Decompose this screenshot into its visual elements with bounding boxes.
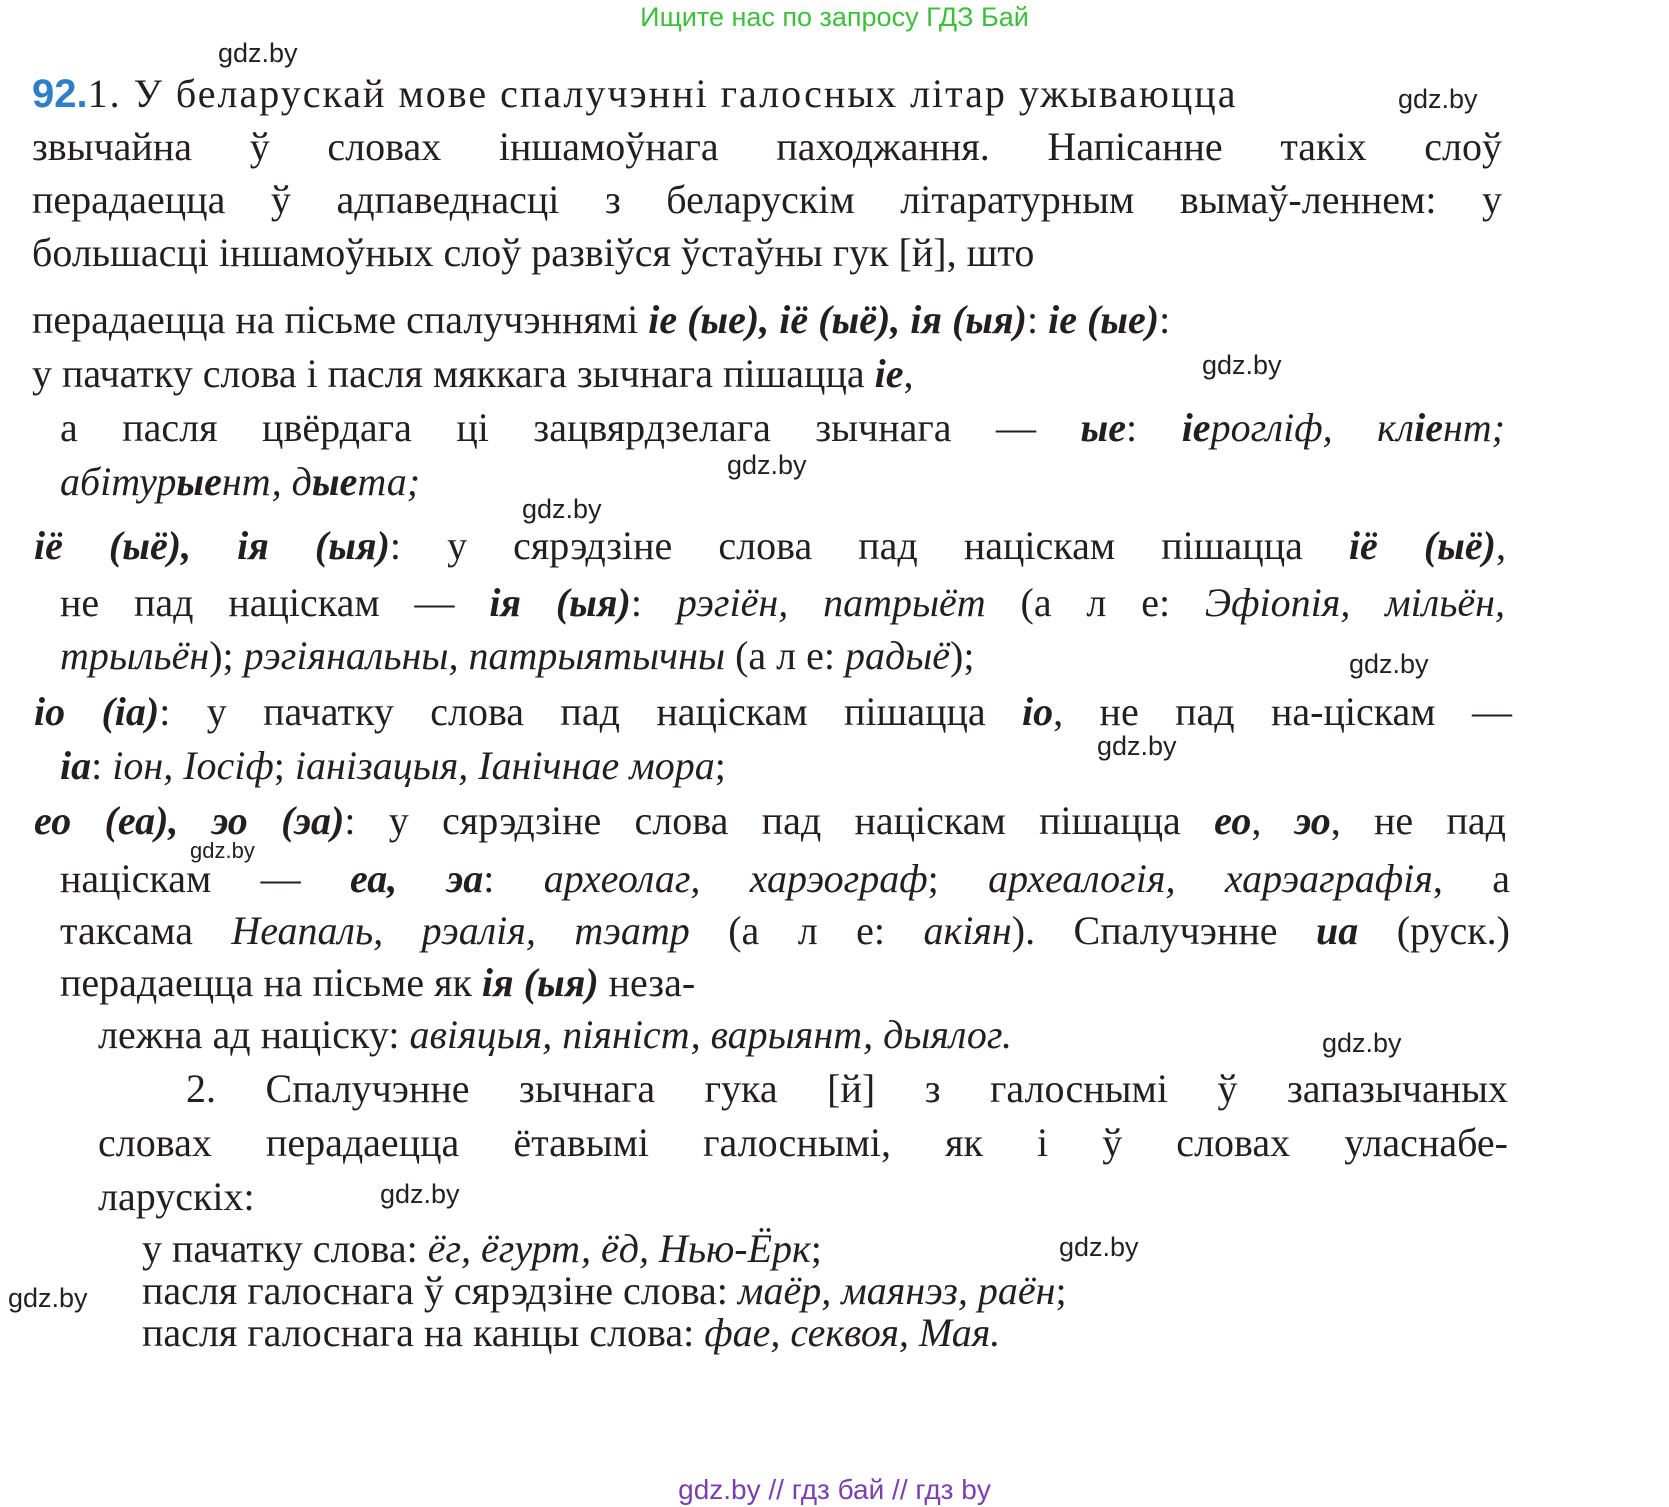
footer-links[interactable]: gdz.by // гдз бай // гдз by: [678, 1474, 991, 1505]
watermark: gdz.by: [1349, 649, 1429, 679]
text-line: а пасля цвёрдага ці зацвярдзелага зычнага — ые: іерогліф, кліент;: [60, 405, 1506, 450]
text-line: у пачатку слова і пасля мяккага зычнага пішацца іе,: [32, 351, 914, 396]
watermark: gdz.by: [1322, 1028, 1402, 1058]
text-line: націскам — еа, эа: археолаг, харэограф; археалогія, харэаграфія, а: [60, 856, 1510, 901]
watermark: gdz.by: [727, 450, 807, 480]
watermark: gdz.by: [380, 1179, 460, 1209]
text-line: не пад націскам — ія (ыя): рэгіён, патрыёт (а л е: Эфіопія, мільён,: [60, 580, 1506, 625]
watermark: gdz.by: [218, 38, 298, 68]
watermark: gdz.by: [522, 494, 602, 524]
text-line: таксама Неапаль, рэалія, тэатр (а л е: акіян). Спалучэнне иа (руск.): [60, 908, 1510, 953]
text-line: абітурыент, дыета;: [60, 459, 421, 504]
top-banner[interactable]: Ищите нас по запросу ГДЗ Бай: [640, 2, 1029, 32]
text-line: іо (іа): у пачатку слова пад націскам пішацца іо, не пад на-цiскам —: [34, 689, 1512, 734]
text-line: пасля галоснага ў сярэдзіне слова: маёр, маянэз, раён;: [142, 1268, 1067, 1313]
watermark: gdz.by: [1097, 731, 1177, 761]
watermark: gdz.by: [1202, 350, 1282, 380]
text-line: іё (ыё), ія (ыя): у сярэдзіне слова пад націскам пішацца іё (ыё),: [34, 523, 1506, 568]
text-line: перадаецца ў адпаведнасці з беларускім літаратурным вымаў-леннем: у: [32, 177, 1502, 222]
text-line: у пачатку слова: ёг, ёгурт, ёд, Нью-Ёрк;: [142, 1226, 822, 1271]
text-line: словах перадаецца ётавымі галоснымі, як і ў словах уласнабе-: [98, 1120, 1508, 1165]
text-line: трыльён); рэгіянальны, патрыятычны (а л е: радыё);: [60, 633, 975, 678]
text-line: іа: іон, Іосіф; іанізацыя, Іанічнае мора;: [60, 743, 726, 788]
watermark: gdz.by: [190, 838, 255, 863]
text-line: пасля галоснага на канцы слова: фае, секвоя, Мая.: [142, 1310, 1001, 1355]
text-line: ео (еа), эо (эа): у сярэдзіне слова пад націскам пішацца ео, эо, не пад: [34, 798, 1507, 843]
text-line: ларускіх:: [98, 1174, 255, 1219]
watermark: gdz.by: [1398, 84, 1478, 114]
watermark: gdz.by: [1059, 1232, 1139, 1262]
text-line: перадаецца на пісьме як ія (ыя) неза-: [60, 960, 696, 1005]
text-line: 92.1. У беларускай мове спалучэнні галосных літар ужываюцца: [32, 71, 1238, 116]
text-line: лежна ад націску: авіяцыя, піяніст, варыянт, дыялог.: [98, 1012, 1012, 1057]
text-line: 2. Спалучэнне зычнага гука [й] з галоснымі ў запазычаных: [186, 1066, 1508, 1111]
exercise-number: 92.: [32, 72, 88, 116]
watermark: gdz.by: [8, 1283, 88, 1313]
text-line: звычайна ў словах іншамоўнага паходжання. Напісанне такіх слоў: [32, 124, 1502, 169]
text-line: большасці іншамоўных слоў развіўся ўстаўны гук [й], што: [32, 230, 1035, 275]
text-line: перадаецца на пісьме спалучэннямі іе (ые), іё (ыё), ія (ыя): іе (ые):: [32, 297, 1171, 342]
